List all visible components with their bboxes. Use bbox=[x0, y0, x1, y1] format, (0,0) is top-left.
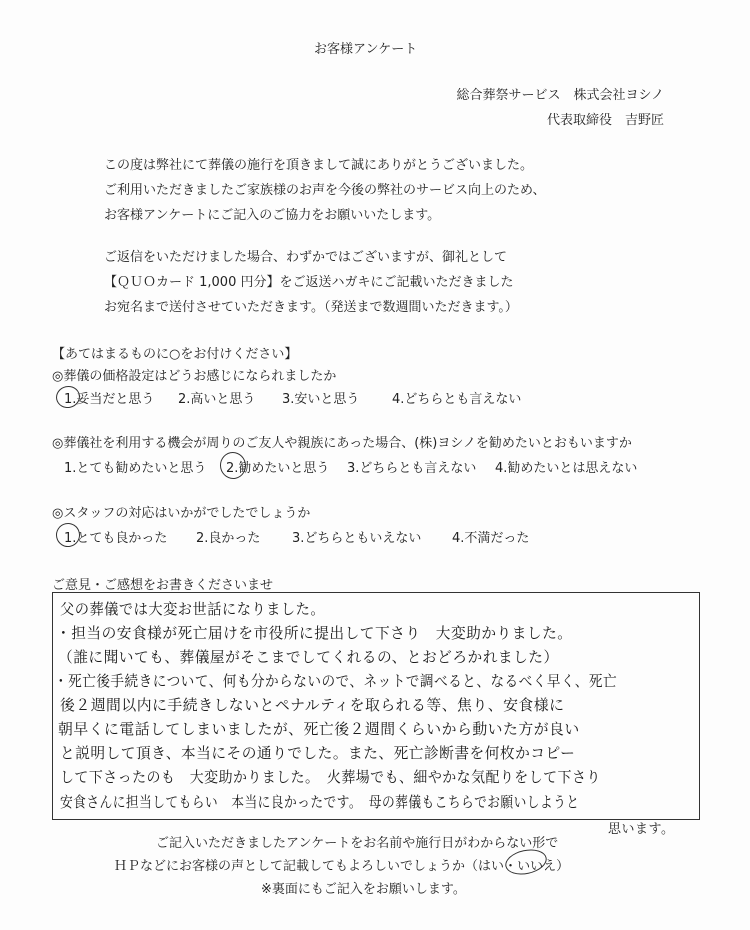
consent-no[interactable]: いいえ bbox=[517, 859, 557, 874]
comment-line-2: ・担当の安食様が死亡届けを市役所に提出して下さり 大変助かりました。 bbox=[56, 624, 573, 642]
option-staff-4[interactable]: 4.不満だった bbox=[452, 531, 530, 546]
intro-line-3: お客様アンケートにご記入のご協力をお願いいたします。 bbox=[104, 208, 441, 223]
question-price: ◎葬儀の価格設定はどうお感じになられましたか bbox=[52, 369, 337, 384]
comment-line-5: 後２週間以内に手続きしないとペナルティを取られる等、焦り、安食様に bbox=[60, 696, 565, 714]
option-price-1[interactable]: 1.妥当だと思う bbox=[64, 392, 155, 407]
publish-consent-line-1: ご記入いただきましたアンケートをお名前や施行日がわからない形で bbox=[156, 836, 559, 851]
option-recommend-4[interactable]: 4.勧めたいとは思えない bbox=[495, 461, 638, 476]
comment-line-4: ・死亡後手続きについて、何も分からないので、ネットで調べると、なるべく早く、死亡 bbox=[54, 672, 618, 690]
intro-line-1: この度は弊社にて葬儀の施行を頂きまして誠にありがとうございました。 bbox=[104, 158, 534, 173]
question-recommend: ◎葬儀社を利用する機会が周りのご友人や親族にあった場合、(株)ヨシノを勧めたいとおもいますか bbox=[52, 436, 632, 451]
consent-yes[interactable]: はい bbox=[478, 859, 505, 874]
comment-line-3: （誰に聞いても、葬儀屋がそこまでしてくれるの、とおどろかれました） bbox=[58, 648, 559, 666]
comment-line-9: 安食さんに担当してもらい 本当に良かったです。 母の葬儀もこちらでお願いしようと bbox=[60, 793, 580, 811]
intro-line-2: ご利用いただきましたご家族様のお声を今後の弊社のサービス向上のため、 bbox=[104, 183, 546, 198]
paren-open: （ bbox=[465, 859, 479, 874]
comment-line-10: 思います。 bbox=[608, 822, 675, 837]
consent-separator: ・ bbox=[504, 859, 518, 874]
comment-line-6: 朝早くに電話してしまいましたが、死亡後２週間くらいから動いた方が良い bbox=[58, 720, 580, 738]
company-name: 総合葬祭サービス 株式会社ヨシノ bbox=[456, 88, 664, 103]
option-price-4[interactable]: 4.どちらとも言えない bbox=[392, 392, 522, 407]
ceo-name: 代表取締役 吉野匠 bbox=[546, 113, 664, 128]
option-staff-2[interactable]: 2.良かった bbox=[196, 531, 261, 546]
option-price-3[interactable]: 3.安いと思う bbox=[282, 392, 360, 407]
option-price-2[interactable]: 2.高いと思う bbox=[178, 392, 256, 407]
option-staff-3[interactable]: 3.どちらともいえない bbox=[292, 531, 422, 546]
selected-circle-recommend bbox=[217, 450, 248, 482]
option-recommend-2[interactable]: 2.勧めたいと思う bbox=[226, 461, 330, 476]
intro-line-4: ご返信をいただけました場合、わずかではございますが、御礼として bbox=[104, 250, 508, 265]
option-staff-1[interactable]: 1.とても良かった bbox=[64, 531, 168, 546]
comment-line-7: と説明して頂き、本当にその通りでした。また、死亡診断書を何枚かコピー bbox=[60, 744, 576, 762]
page-title: お客様アンケート bbox=[314, 42, 418, 57]
comment-line-1: 父の葬儀では大変お世話になりました。 bbox=[60, 600, 326, 618]
question-staff: ◎スタッフの対応はいかがでしたでしょうか bbox=[52, 506, 311, 521]
comment-line-8: して下さったのも 大変助かりました。 火葬場でも、細やかな気配りをして下さり bbox=[60, 768, 601, 786]
instruction: 【あてはまるものに○をお付けください】 bbox=[52, 347, 298, 362]
option-recommend-3[interactable]: 3.どちらとも言えない bbox=[347, 461, 477, 476]
publish-consent-question: ＨＰなどにお客様の声として記載してもよろしいでしょうか bbox=[114, 859, 466, 874]
intro-line-6: お宛名まで送付させていただきます。（発送まで数週間いただきます。） bbox=[104, 300, 518, 315]
comments-label: ご意見・ご感想をお書きくださいませ bbox=[52, 578, 274, 593]
paren-close: ） bbox=[556, 859, 570, 874]
option-recommend-1[interactable]: 1.とても勧めたいと思う bbox=[64, 461, 207, 476]
intro-line-5: 【ＱＵＯカード 1,000 円分】をご返送ハガキにご記載いただきました bbox=[104, 275, 514, 290]
publish-consent-line-2 bbox=[114, 855, 569, 874]
back-side-note: ※裏面にもご記入をお願いします。 bbox=[261, 882, 466, 897]
